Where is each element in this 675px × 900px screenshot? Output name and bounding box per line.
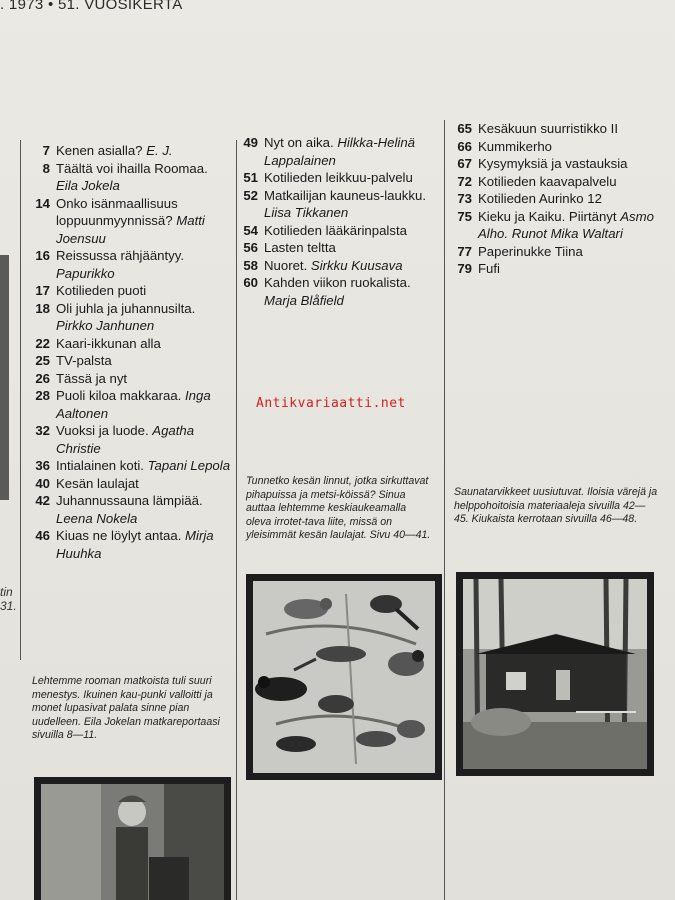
toc-entry-text — [478, 173, 661, 191]
toc-entry — [446, 208, 661, 243]
toc-entry — [24, 475, 232, 493]
watermark: Antikvariaatti.net — [256, 396, 406, 411]
toc-title: Kotilieden puoti — [56, 283, 147, 298]
column-rule-3 — [444, 120, 445, 900]
toc-entry-text — [56, 370, 232, 388]
toc-entry — [24, 527, 232, 562]
toc-page-number: 22 — [35, 335, 50, 351]
toc-entry — [446, 138, 661, 156]
toc-column-2 — [232, 134, 440, 309]
toc-title: Kahden viikon ruokalista. — [264, 275, 411, 290]
toc-entry-text — [264, 274, 440, 309]
toc-entry-text — [478, 138, 661, 156]
toc-entry-text — [56, 282, 232, 300]
toc-entry — [24, 160, 232, 195]
toc-entry — [446, 155, 661, 173]
toc-entry — [24, 282, 232, 300]
toc-entry-text — [264, 169, 440, 187]
birds-caption: Tunnetko kesän linnut, jotka sirkuttavat pihapuissa ja metsi-köissä? Sinua auttaa lehtemme keskiaukeamalla oleva irrotet-tava liite, missä on yleisimmät kesän laulajat. Sivu 40—41. — [246, 475, 431, 541]
toc-column-1 — [24, 142, 232, 562]
toc-entry — [24, 335, 232, 353]
toc-entry — [232, 222, 440, 240]
toc-page-number: 58 — [243, 257, 258, 273]
toc-title: Kotilieden Aurinko 12 — [478, 191, 602, 206]
toc-author: Agatha Christie — [56, 423, 195, 456]
toc-page-number: 56 — [243, 240, 258, 255]
toc-page-number: 79 — [457, 261, 472, 276]
toc-title: Kysymyksiä ja vastauksia — [478, 156, 628, 171]
toc-entry — [24, 247, 232, 282]
toc-title: Kummikerho — [478, 138, 553, 154]
toc-entry — [232, 239, 440, 257]
toc-page-number: 67 — [457, 156, 472, 171]
toc-page-number: 54 — [243, 222, 258, 238]
toc-entry-text — [56, 195, 232, 248]
issue-header: . 1973 • 51. VUOSIKERTA — [0, 0, 183, 13]
birds-photo — [246, 574, 442, 780]
toc-entry — [24, 370, 232, 388]
toc-entry-text — [264, 187, 440, 222]
toc-entry — [24, 300, 232, 335]
toc-author: Mirja Huuhka — [56, 528, 214, 561]
toc-entry — [24, 387, 232, 422]
toc-title: Vuoksi ja luode. — [56, 423, 149, 438]
left-fragment-2: 31. — [0, 599, 17, 613]
toc-entry-text — [56, 457, 232, 475]
toc-entry — [232, 274, 440, 309]
toc-entry-text — [56, 527, 232, 562]
toc-page-number: 14 — [35, 195, 50, 211]
toc-page-number: 8 — [42, 160, 50, 176]
toc-page-number: 73 — [457, 191, 472, 206]
toc-entry-text — [56, 352, 232, 370]
toc-title: Kotilieden kaavapalvelu — [478, 173, 617, 189]
toc-page-number: 17 — [35, 283, 50, 298]
toc-title: Fufi — [478, 261, 500, 276]
toc-page-number: 46 — [35, 528, 50, 543]
toc-page-number: 7 — [42, 143, 50, 158]
toc-title: Kotilieden lääkärinpalsta — [264, 222, 407, 238]
toc-page-number: 26 — [35, 370, 50, 386]
toc-title: Paperinukke Tiina — [478, 243, 583, 259]
toc-page-number: 49 — [243, 135, 258, 150]
toc-entry — [232, 169, 440, 187]
toc-title: Kesäkuun suurristikko II — [478, 121, 618, 136]
toc-author: E. J. — [146, 143, 173, 158]
toc-author: Matti Joensuu — [56, 213, 205, 246]
toc-entry-text — [478, 120, 661, 138]
toc-entry-text — [56, 247, 232, 282]
toc-author: Asmo Alho. Runot Mika Waltari — [478, 208, 654, 241]
toc-page-number: 51 — [243, 170, 258, 185]
toc-entry — [232, 134, 440, 169]
toc-title: Kotilieden leikkuu-palvelu — [264, 170, 413, 185]
toc-entry-text — [264, 222, 440, 240]
toc-page-number: 60 — [243, 275, 258, 290]
toc-title: Kieku ja Kaiku. Piirtänyt — [478, 208, 617, 224]
toc-entry — [24, 457, 232, 475]
toc-author: Leena Nokela — [56, 510, 138, 526]
toc-entry-text — [56, 387, 232, 422]
toc-title: Kaari-ikkunan alla — [56, 335, 161, 351]
toc-author: Liisa Tikkanen — [264, 205, 349, 220]
toc-title: TV-palsta — [56, 353, 112, 368]
toc-page-number: 16 — [35, 248, 50, 263]
toc-column-3 — [446, 120, 661, 278]
toc-entry — [446, 190, 661, 208]
toc-page-number: 32 — [35, 423, 50, 438]
toc-title: Nyt on aika. — [264, 135, 334, 150]
toc-title: Täältä voi ihailla Roomaa. — [56, 160, 208, 176]
left-fragment-1: tin — [0, 585, 13, 599]
toc-page-number: 65 — [457, 121, 472, 136]
toc-entry-text — [478, 190, 661, 208]
toc-title: Matkailijan kauneus-laukku. — [264, 187, 426, 203]
toc-title: Puoli kiloa makkaraa. — [56, 388, 182, 403]
toc-author: Eila Jokela — [56, 178, 120, 193]
toc-entry — [446, 120, 661, 138]
toc-page-number: 40 — [35, 475, 50, 491]
toc-page-number: 36 — [35, 458, 50, 473]
toc-entry-text — [56, 160, 232, 195]
toc-entry-text — [478, 260, 661, 278]
toc-entry-text — [264, 134, 440, 169]
toc-entry-text — [56, 142, 232, 160]
toc-page-number: 72 — [457, 173, 472, 189]
toc-entry — [446, 173, 661, 191]
rome-caption: Lehtemme rooman matkoista tuli suuri menestys. Ikuinen kau-punki valloitti ja monet lupasivat palata sinne pian uudelleen. Eila Jokelan matkareportaasi sivuilla 8—11. — [32, 675, 220, 741]
toc-page-number: 42 — [35, 493, 50, 508]
toc-entry-text — [264, 257, 440, 275]
toc-entry-text — [56, 422, 232, 457]
rome-photo — [34, 777, 231, 900]
toc-author: Hilkka-Helinä Lappalainen — [264, 135, 415, 168]
toc-page-number: 28 — [35, 388, 50, 403]
toc-author: Pirkko Janhunen — [56, 318, 155, 333]
toc-entry-text — [56, 335, 232, 353]
toc-author: Marja Blåfield — [264, 292, 344, 308]
toc-title: Lasten teltta — [264, 240, 336, 255]
toc-entry — [446, 260, 661, 278]
toc-author: Papurikko — [56, 265, 115, 281]
toc-entry-text — [478, 155, 661, 173]
toc-title: Nuoret. — [264, 257, 308, 273]
toc-entry-text — [56, 475, 232, 493]
toc-entry-text — [478, 243, 661, 261]
toc-title: Kesän laulajat — [56, 475, 139, 491]
toc-title: Reissussa rähjääntyy. — [56, 248, 185, 263]
toc-author: Sirkku Kuusava — [310, 257, 403, 273]
toc-title: Tässä ja nyt — [56, 370, 128, 386]
toc-page-number: 77 — [457, 243, 472, 259]
sauna-caption: Saunatarvikkeet uusiutuvat. Iloisia värejä ja helppohoitoisia materiaaleja sivuilla 42—45. Kiukaista kerrotaan sivuilla 46—48. — [454, 486, 658, 525]
toc-entry — [24, 142, 232, 160]
toc-title: Kenen asialla? — [56, 143, 143, 158]
toc-entry — [24, 492, 232, 527]
toc-title: Oli juhla ja juhannusilta. — [56, 300, 196, 316]
sauna-photo — [456, 572, 654, 776]
toc-entry — [24, 195, 232, 248]
toc-entry-text — [56, 492, 232, 527]
toc-entry — [24, 422, 232, 457]
toc-title: Intialainen koti. — [56, 458, 144, 473]
left-page-edge — [0, 255, 9, 500]
toc-entry — [446, 243, 661, 261]
toc-entry-text — [478, 208, 661, 243]
toc-page-number: 66 — [457, 138, 472, 154]
toc-entry-text — [56, 300, 232, 335]
toc-page-number: 25 — [35, 353, 50, 368]
toc-title: Kiuas ne löylyt antaa. — [56, 528, 182, 543]
column-rule-1 — [20, 140, 21, 660]
toc-title: Onko isänmaallisuus loppuunmyynnissä? — [56, 195, 178, 228]
toc-page-number: 75 — [457, 208, 472, 224]
toc-page-number: 52 — [243, 187, 258, 203]
toc-page-number: 18 — [35, 300, 50, 316]
toc-entry-text — [264, 239, 440, 257]
toc-entry — [232, 187, 440, 222]
toc-entry — [24, 352, 232, 370]
toc-author: Tapani Lepola — [147, 458, 231, 473]
toc-author: Inga Aaltonen — [56, 388, 211, 421]
toc-entry — [232, 257, 440, 275]
toc-title: Juhannussauna lämpiää. — [56, 493, 203, 508]
